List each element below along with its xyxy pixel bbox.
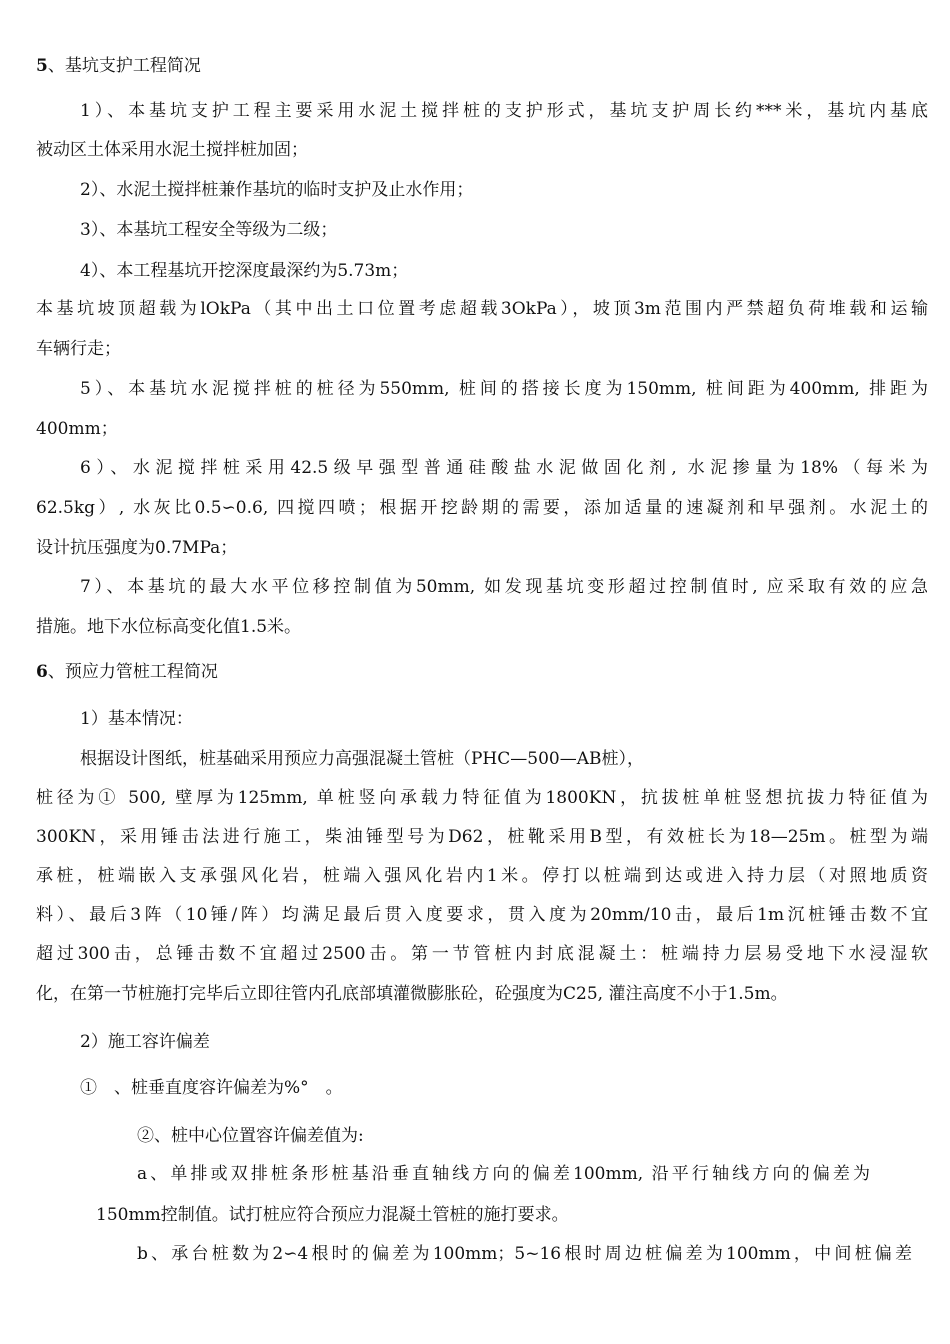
- s5-paragraph-2: 2）、水泥土搅拌桩兼作基坑的临时支护及止水作用；: [80, 180, 474, 200]
- s6-basic-line-1: 根据设计图纸，桩基础采用预应力高强混凝土管桩（PHC—500—AB桩），: [80, 749, 644, 769]
- s5-paragraph-7-line-3: 设计抗压强度为0.7MPa；: [36, 538, 238, 558]
- s6-basic-line-5: 料）、最后3阵（10锤/阵）均满足最后贯入度要求，贯入度为20mm/10击，最后1m沉桩锤击数不宜: [36, 905, 928, 925]
- section-6-title: 、预应力管桩工程简况: [47, 662, 218, 682]
- s5-paragraph-7-line-2: 62.5kg）, 水灰比0.5∽0.6, 四搅四喷；根据开挖龄期的需要，添加适量的速凝剂和早强剂。水泥土的: [36, 498, 928, 518]
- s6-basic-line-3: 300KN，采用锤击法进行施工，柴油锤型号为D62，桩靴采用B型，有效桩长为18—25m。桩型为端: [36, 827, 928, 847]
- s5-paragraph-4: 4）、本工程基坑开挖深度最深约为5.73m；: [80, 261, 409, 281]
- s5-paragraph-1-line-1: 1）、本基坑支护工程主要采用水泥土搅拌桩的支护形式，基坑支护周长约***米，基坑内基底: [80, 101, 928, 121]
- section-6-heading: [36, 662, 218, 682]
- s5-paragraph-7-line-1: 6）、水泥搅拌桩采用42.5级早强型普通硅酸盐水泥做固化剂, 水泥掺量为18%（每米为: [80, 458, 928, 478]
- s6-basic-line-4: 承桩，桩端嵌入支承强风化岩，桩端入强风化岩内1米。停打以桩端到达或进入持力层（对照地质资: [36, 866, 928, 886]
- s5-paragraph-8-line-2: 措施。地下水位标高变化值1.5米。: [36, 617, 302, 637]
- s6-subsection-1-title: 1）基本情况：: [80, 709, 193, 729]
- s6-basic-line-6: 超过300击，总锤击数不宜超过2500击。第一节管桩内封底混凝土：桩端持力层易受地下水浸湿软: [36, 944, 928, 964]
- section-6-number: 6: [36, 662, 48, 682]
- s5-paragraph-3: 3）、本基坑工程安全等级为二级；: [80, 220, 338, 240]
- section-5-number: 5: [36, 56, 48, 76]
- s5-paragraph-6-line-2: 400mm；: [36, 419, 118, 439]
- s5-paragraph-5-line-2: 车辆行走；: [36, 339, 121, 359]
- s5-paragraph-6-line-1: 5）、本基坑水泥搅拌桩的桩径为550mm, 桩间的搭接长度为150mm, 桩间距为400mm, 排距为: [80, 379, 928, 399]
- s6-basic-line-2: 桩径为① 500, 壁厚为125mm, 单桩竖向承载力特征值为1800KN，抗拔桩单桩竖想抗拔力特征值为: [36, 788, 928, 808]
- s6-tolerance-item-2: ②、桩中心位置容许偏差值为:: [137, 1126, 364, 1146]
- s6-tolerance-a-line-2: 150mm控制值。试打桩应符合预应力混凝土管桩的施打要求。: [96, 1205, 569, 1225]
- s6-tolerance-b-line-1: b、承台桩数为2∽4根时的偏差为100mm；5~16根时周边桩偏差为100mm，中间桩偏差: [137, 1244, 912, 1264]
- s6-basic-line-7: 化，在第一节桩施打完毕后立即往管内孔底部填灌微膨胀砼，砼强度为C25, 灌注高度不小于1.5m。: [36, 984, 788, 1004]
- section-5-heading: [36, 56, 201, 76]
- s6-tolerance-a-line-1: a、单排或双排桩条形桩基沿垂直轴线方向的偏差100mm, 沿平行轴线方向的偏差为: [137, 1164, 870, 1184]
- s5-paragraph-5-line-1: 本基坑坡顶超载为lOkPa（其中出土口位置考虑超载3OkPa），坡顶3m范围内严禁超负荷堆载和运输: [36, 299, 928, 319]
- s6-subsection-2-title: 2）施工容许偏差: [80, 1032, 210, 1052]
- s6-tolerance-item-1: ① 、桩垂直度容许偏差为%° 。: [80, 1078, 343, 1098]
- s5-paragraph-1-line-2: 被动区土体采用水泥土搅拌桩加固；: [36, 140, 308, 160]
- s5-paragraph-8-line-1: 7）、本基坑的最大水平位移控制值为50mm, 如发现基坑变形超过控制值时, 应采取有效的应急: [80, 577, 928, 597]
- section-5-title: 、基坑支护工程简况: [47, 56, 201, 76]
